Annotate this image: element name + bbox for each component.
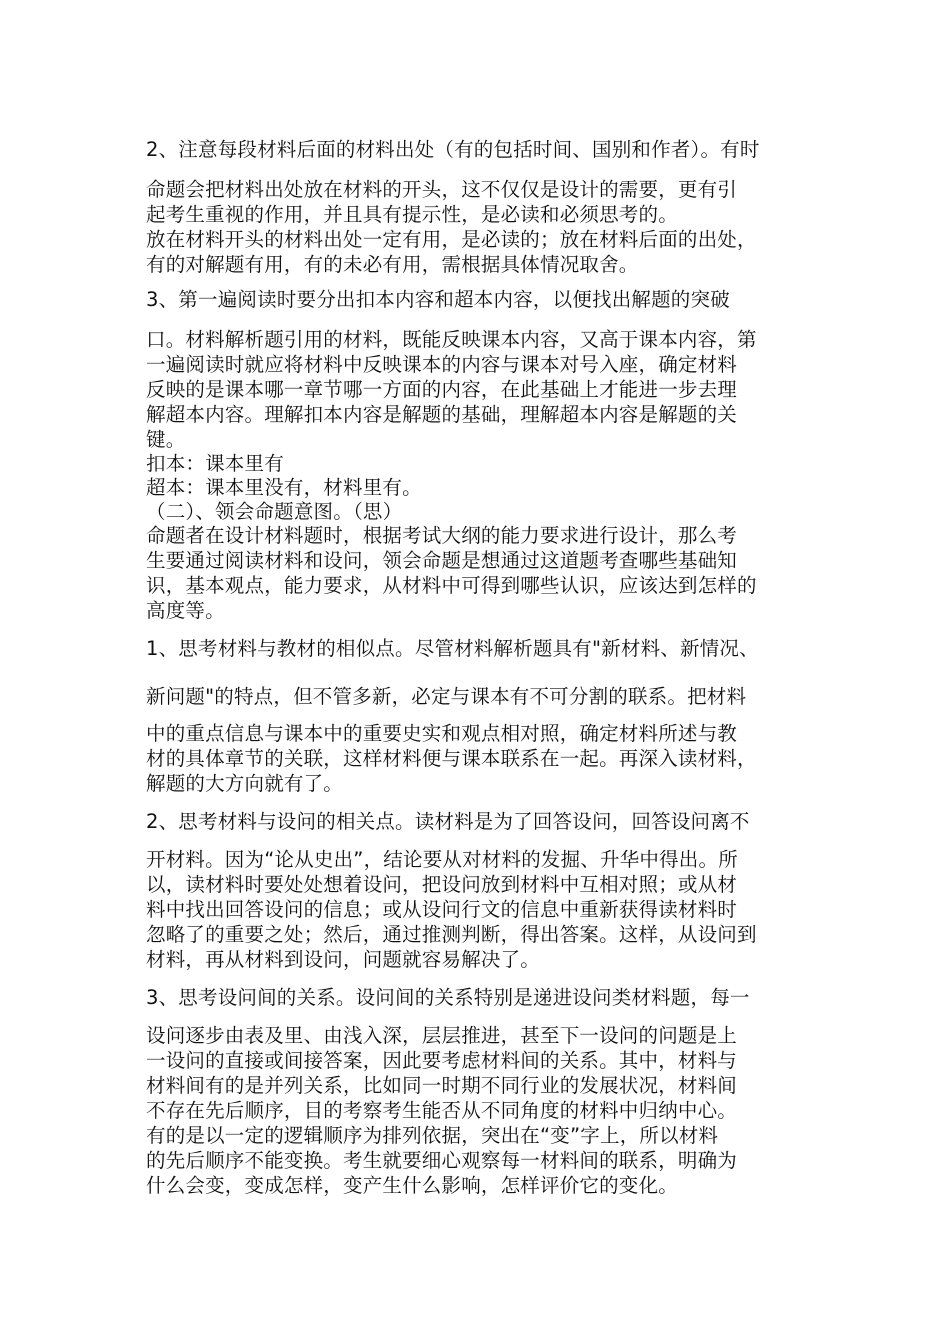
- text-line: 键。: [146, 428, 186, 451]
- text-line: 一遍阅读时就应将材料中反映课本的内容与课本对号入座，确定材料: [146, 353, 738, 376]
- text-line: 以，读材料时要处处想着设问，把设问放到材料中互相对照；或从材: [146, 873, 738, 896]
- text-line: 扣本：课本里有: [146, 452, 284, 475]
- text-line: 1、思考材料与教材的相似点。尽管材料解析题具有"新材料、新情况、: [146, 637, 759, 660]
- text-line: 反映的是课本哪一章节哪一方面的内容，在此基础上才能进一步去理: [146, 378, 738, 401]
- text-line: 2、注意每段材料后面的材料出处（有的包括时间、国别和作者）。有时: [146, 138, 760, 161]
- text-line: 不存在先后顺序，目的考察考生能否从不同角度的材料中归纳中心。: [146, 1099, 738, 1122]
- text-line: 新问题"的特点，但不管多新，必定与课本有不可分割的联系。把材料: [146, 685, 747, 708]
- text-line: 3、第一遍阅读时要分出扣本内容和超本内容，以便找出解题的突破: [146, 288, 730, 311]
- text-line: 2、思考材料与设问的相关点。读材料是为了回答设问，回答设问离不: [146, 810, 750, 833]
- text-line: 设问逐步由表及里、由浅入深，层层推进，甚至下一设问的问题是上: [146, 1024, 738, 1047]
- text-line: 中的重点信息与课本中的重要史实和观点相对照，确定材料所述与教: [146, 722, 738, 745]
- text-line: 高度等。: [146, 599, 225, 622]
- text-line: 料中找出回答设问的信息；或从设问行文的信息中重新获得读材料时: [146, 898, 738, 921]
- section-heading: （二）、领会命题意图。（思）: [146, 500, 403, 523]
- text-line: 超本：课本里没有，材料里有。: [146, 476, 422, 499]
- text-line: 有的是以一定的逻辑顺序为排列依据，突出在“变”字上，所以材料: [146, 1124, 719, 1147]
- text-line: 的先后顺序不能变换。考生就要细心观察每一材料间的联系，明确为: [146, 1149, 738, 1172]
- text-line: 识，基本观点，能力要求，从材料中可得到哪些认识，应该达到怎样的: [146, 574, 757, 597]
- text-line: 材料，再从材料到设问，问题就容易解决了。: [146, 948, 541, 971]
- text-line: 起考生重视的作用，并且具有提示性，是必读和必须思考的。: [146, 203, 678, 226]
- text-line: 有的对解题有用，有的未必有用，需根据具体情况取舍。: [146, 253, 639, 276]
- text-line: 口。材料解析题引用的材料，既能反映课本内容，又高于课本内容，第: [146, 328, 757, 351]
- text-line: 材的具体章节的关联，这样材料便与课本联系在一起。再深入读材料，: [146, 747, 757, 770]
- text-line: 什么会变，变成怎样，变产生什么影响，怎样评价它的变化。: [146, 1174, 678, 1197]
- text-line: 解题的大方向就有了。: [146, 772, 344, 795]
- text-line: 忽略了的重要之处；然后，通过推测判断，得出答案。这样，从设问到: [146, 923, 757, 946]
- text-line: 开材料。因为“论从史出”，结论要从对材料的发掘、升华中得出。所: [146, 848, 738, 871]
- text-line: 一设问的直接或间接答案，因此要考虑材料间的关系。其中，材料与: [146, 1049, 738, 1072]
- text-line: 命题会把材料出处放在材料的开头，这不仅仅是设计的需要，更有引: [146, 178, 738, 201]
- text-line: 材料间有的是并列关系，比如同一时期不同行业的发展状况，材料间: [146, 1074, 738, 1097]
- text-line: 解超本内容。理解扣本内容是解题的基础，理解超本内容是解题的关: [146, 403, 738, 426]
- text-line: 命题者在设计材料题时，根据考试大纲的能力要求进行设计，那么考: [146, 524, 738, 547]
- text-line: 生要通过阅读材料和设问，领会命题是想通过这道题考查哪些基础知: [146, 549, 738, 572]
- text-line: 3、思考设问间的关系。设问间的关系特别是递进设问类材料题，每一: [146, 986, 750, 1009]
- text-line: 放在材料开头的材料出处一定有用，是必读的；放在材料后面的出处，: [146, 228, 757, 251]
